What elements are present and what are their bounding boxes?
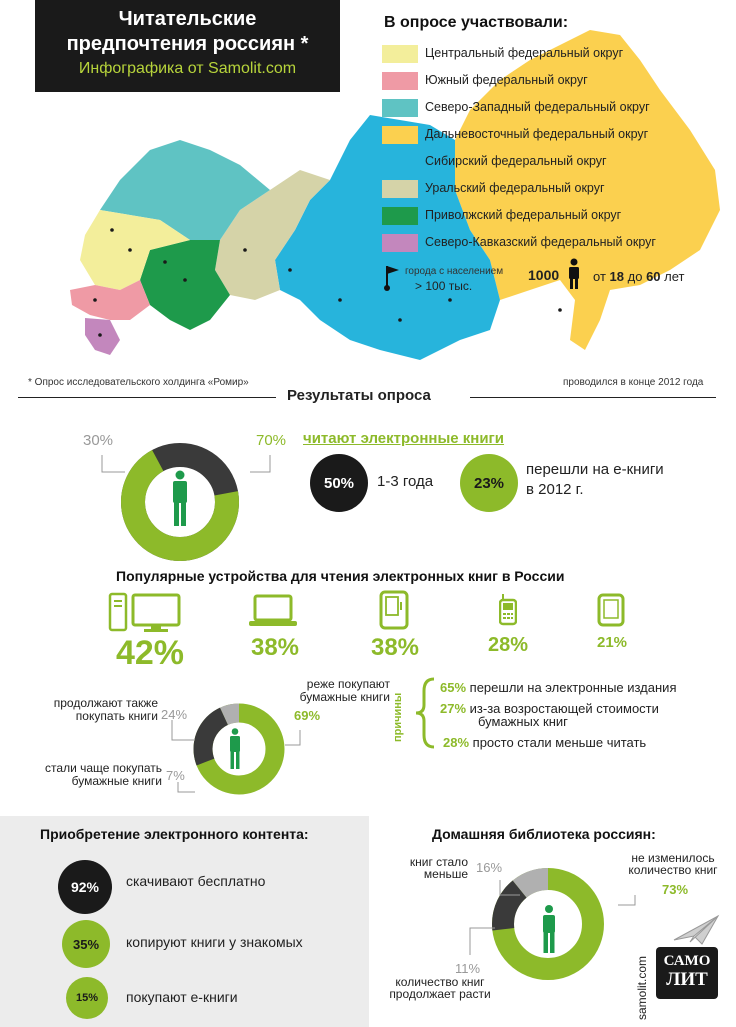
legend-swatch (382, 72, 418, 90)
legend-swatch (382, 207, 418, 225)
legend-item (382, 232, 682, 254)
brand-site: samolit.com (635, 955, 649, 1020)
content-label-free: скачивают бесплатно (126, 873, 266, 889)
legend-swatch (382, 180, 418, 198)
legend-swatch (382, 99, 418, 117)
legend-item (382, 70, 682, 92)
years-label: 1-3 года (377, 473, 434, 490)
cities-note (383, 262, 523, 302)
device-pct-desktop: 42% (115, 634, 185, 672)
library-grow-pct: 11% (455, 961, 481, 976)
legend-item (382, 178, 682, 200)
cities-note-line2: > 100 тыс. (415, 279, 473, 293)
legend-title: В опросе участвовали: (384, 14, 569, 31)
legend-label: Приволжский федеральный округ (425, 208, 622, 222)
device-pct-tablet: 21% (596, 634, 628, 651)
reason-3: 28% просто стали меньше читать (443, 735, 647, 750)
legend-swatch (382, 126, 418, 144)
reason-1: 65% перешли на электронные издания (440, 680, 677, 695)
footnote-right: проводился в конце 2012 года (563, 377, 704, 388)
header-title-box (35, 0, 340, 92)
switched-label: перешли на e-книги в 2012 г. (526, 461, 664, 498)
paper-plane-icon (672, 912, 720, 948)
age-range: от 18 до 60 лет (593, 269, 685, 284)
pct-not-read: 30% (83, 432, 114, 449)
mobile-phone-icon (499, 594, 517, 626)
legend-item (382, 151, 682, 173)
cities-note-line1: города с населением (405, 266, 504, 277)
legend-item (382, 97, 682, 119)
legend-label: Дальневосточный федеральный округ (425, 127, 649, 141)
content-badge-free: 92% (58, 860, 112, 914)
reasons-label: причины (392, 692, 404, 742)
content-badge-copy: 35% (62, 920, 110, 968)
page-title-line2: предпочтения россиян * (66, 33, 309, 55)
devices-title: Популярные устройства для чтения электронных книг в России (116, 568, 565, 584)
desktop-computer-icon (108, 592, 183, 634)
library-grow-label: количество книг продолжает расти (389, 975, 491, 1001)
legend-swatch (382, 45, 418, 63)
device-pct-phone: 28% (487, 634, 529, 656)
library-less-label: книг стало меньше (409, 855, 468, 881)
legend-label: Северо-Западный федеральный округ (425, 100, 650, 114)
pct-read: 70% (256, 432, 287, 449)
legend-item (382, 205, 682, 227)
reasons-brace (412, 677, 438, 749)
legend-item (382, 43, 682, 65)
legend-label: Сибирский федеральный округ (425, 154, 607, 168)
ebook-readers-label: читают электронные книги (303, 430, 505, 447)
person-icon (566, 258, 582, 290)
content-label-buy: покупают e-книги (126, 989, 238, 1005)
more-often-label: стали чаще покупать бумажные книги (45, 761, 162, 788)
legend-label: Центральный федеральный округ (425, 46, 624, 60)
legend-item (382, 124, 682, 146)
legend-swatch (382, 234, 418, 252)
map-volga (140, 240, 230, 330)
less-often-pct: 69% (294, 708, 321, 723)
legend-label: Южный федеральный округ (425, 73, 588, 87)
more-often-pct: 7% (166, 768, 185, 783)
page-title-line1: Читательские (118, 8, 257, 30)
content-title: Приобретение электронного контента: (40, 826, 309, 842)
library-same-label: не изменилось количество книг (628, 851, 718, 877)
brand-logo: САМО ЛИТ (656, 947, 718, 999)
page-subtitle: Инфографика от Samolit.com (78, 60, 297, 77)
divider-left (18, 397, 276, 398)
switched-badge: 23% (460, 454, 518, 512)
still-buy-label: продолжают также покупать книги (53, 696, 158, 723)
legend-swatch (382, 153, 418, 171)
tablet-icon (597, 593, 625, 627)
library-title: Домашняя библиотека россиян: (432, 826, 656, 842)
divider-right (470, 397, 716, 398)
reason-2: 27% из-за возростающей стоимости бумажных книг (440, 701, 659, 729)
library-less-pct: 16% (476, 860, 503, 875)
footnote-left: * Опрос исследовательского холдинга «Ромир» (28, 377, 249, 388)
library-same-pct: 73% (661, 882, 689, 897)
device-pct-ereader: 38% (370, 634, 420, 661)
content-label-copy: копируют книги у знакомых (126, 934, 303, 950)
legend-label: Уральский федеральный округ (425, 181, 605, 195)
content-badge-buy: 15% (66, 977, 108, 1019)
results-title: Результаты опроса (287, 387, 431, 404)
legend-label: Северо-Кавказский федеральный округ (425, 235, 656, 249)
flag-icon (383, 262, 405, 292)
ebook-reader-icon (379, 590, 409, 630)
laptop-icon (249, 594, 297, 628)
still-buy-pct: 24% (161, 707, 188, 722)
years-badge: 50% (310, 454, 368, 512)
respondents-count: 1000 (528, 267, 560, 283)
map-north-caucasus (85, 318, 120, 355)
less-often-label: реже покупают бумажные книги (299, 677, 390, 704)
device-pct-laptop: 38% (250, 634, 300, 661)
